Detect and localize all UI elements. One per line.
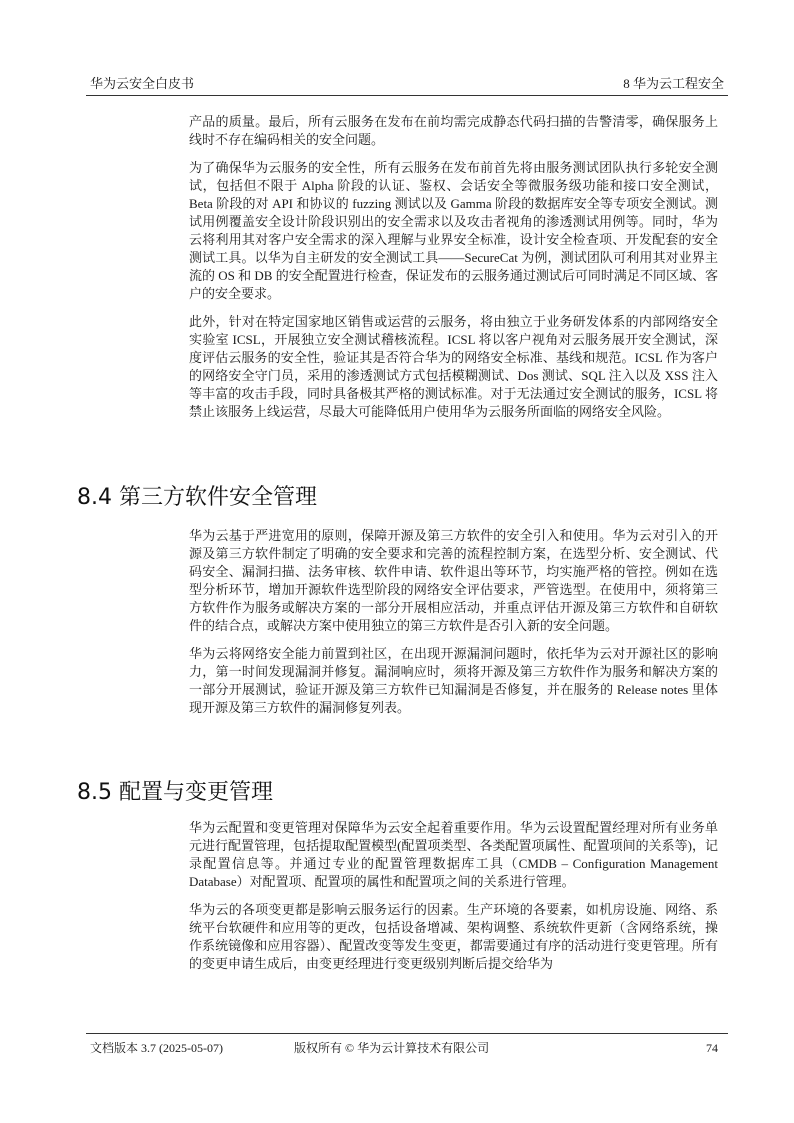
- section-heading-8-4: 8.4 第三方软件安全管理: [77, 485, 317, 510]
- section-heading-8-5: 8.5 配置与变更管理: [77, 780, 273, 805]
- paragraph: 华为云将网络安全能力前置到社区，在出现开源漏洞问题时，依托华为云对开源社区的影响力，第一时间发现漏洞并修复。漏洞响应时，须将开源及第三方软件作为服务和解决方案的一部分开展测试，验证开源及第三方软件已知漏洞是否修复，并在服务的 Release notes 里体现开源及第三方软件的漏洞修复列表。: [189, 646, 718, 715]
- footer-version: 文档版本 3.7 (2025-05-07): [90, 1041, 223, 1055]
- paragraph: 华为云配置和变更管理对保障华为云安全起着重要作用。华为云设置配置经理对所有业务单元进行配置管理，包括提取配置模型(配置项类型、各类配置项属性、配置项间的关系等)，记录配置信息等。并通过专业的配置管理数据库工具（CMDB – Configuration Management Database）对配置项、配置项的属性和配置项之间的关系进行管理。: [189, 820, 718, 889]
- paragraph: 产品的质量。最后，所有云服务在发布在前均需完成静态代码扫描的告警清零，确保服务上线时不存在编码相关的安全问题。: [189, 114, 718, 147]
- section-8-4-body: [189, 527, 718, 727]
- section-8-5-body: [189, 819, 718, 983]
- footer-page-number: 74: [706, 1041, 718, 1055]
- footer-copyright: 版权所有 © 华为云计算技术有限公司: [294, 1041, 490, 1055]
- page-header: [86, 76, 728, 96]
- paragraph: 华为云的各项变更都是影响云服务运行的因素。生产环境的各要素，如机房设施、网络、系统平台软硬件和应用等的更改，包括设备增减、架构调整、系统软件更新（含网络系统，操作系统镜像和应用容器）、配置改变等发生变更，都需要通过有序的活动进行变更管理。所有的变更申请生成后，由变更经理进行变更级别判断后提交给华为: [189, 902, 718, 971]
- body-text-block-1: [189, 113, 718, 431]
- footer-divider: [86, 1033, 728, 1034]
- paragraph: 此外，针对在特定国家地区销售或运营的云服务，将由独立于业务研发体系的内部网络安全实验室 ICSL，开展独立安全测试稽核流程。ICSL 将以客户视角对云服务展开安全测试，深度评估云服务的安全性，验证其是否符合华为的网络安全标准、基线和规范。ICSL 作为客户的网络安全守门员，采用的渗透测试方式包括模糊测试、Dos 测试、SQL 注入以及 XSS 注入等丰富的攻击手段，同时具备极其严格的测试标准。对于无法通过安全测试的服务，ICSL 将禁止该服务上线运营，尽最大可能降低用户使用华为云服务所面临的网络安全风险。: [189, 314, 718, 419]
- paragraph: 华为云基于严进宽用的原则，保障开源及第三方软件的安全引入和使用。华为云对引入的开源及第三方软件制定了明确的安全要求和完善的流程控制方案，在选型分析、安全测试、代码安全、漏洞扫描、法务审核、软件申请、软件退出等环节，均实施严格的管控。例如在选型分析环节，增加开源软件选型阶段的网络安全评估要求，严管选型。在使用中，须将第三方软件作为服务或解决方案的一部分开展相应活动，并重点评估开源及第三方软件和自研软件的结合点，或解决方案中使用独立的第三方软件是否引入新的安全问题。: [189, 528, 718, 633]
- header-chapter-title: 8 华为云工程安全: [623, 76, 724, 91]
- header-document-title: 华为云安全白皮书: [90, 76, 195, 91]
- paragraph: 为了确保华为云服务的安全性，所有云服务在发布前首先将由服务测试团队执行多轮安全测试，包括但不限于 Alpha 阶段的认证、鉴权、会话安全等微服务级功能和接口安全测试，Beta 阶段的对 API 和协议的 fuzzing 测试以及 Gamma 阶段的数据库安全等专项安全测试。测试用例覆盖安全设计阶段识别出的安全需求以及攻击者视角的渗透测试用例等。同时，华为云将利用其对客户安全需求的深入理解与业界安全标准，设计安全检查项、开发配套的安全测试工具。以华为自主研发的安全测试工具——SecureCat 为例，测试团队可利用其对业界主流的 OS 和 DB 的安全配置进行检查，保证发布的云服务通过测试后可同时满足不同区域、客户的安全要求。: [189, 160, 718, 301]
